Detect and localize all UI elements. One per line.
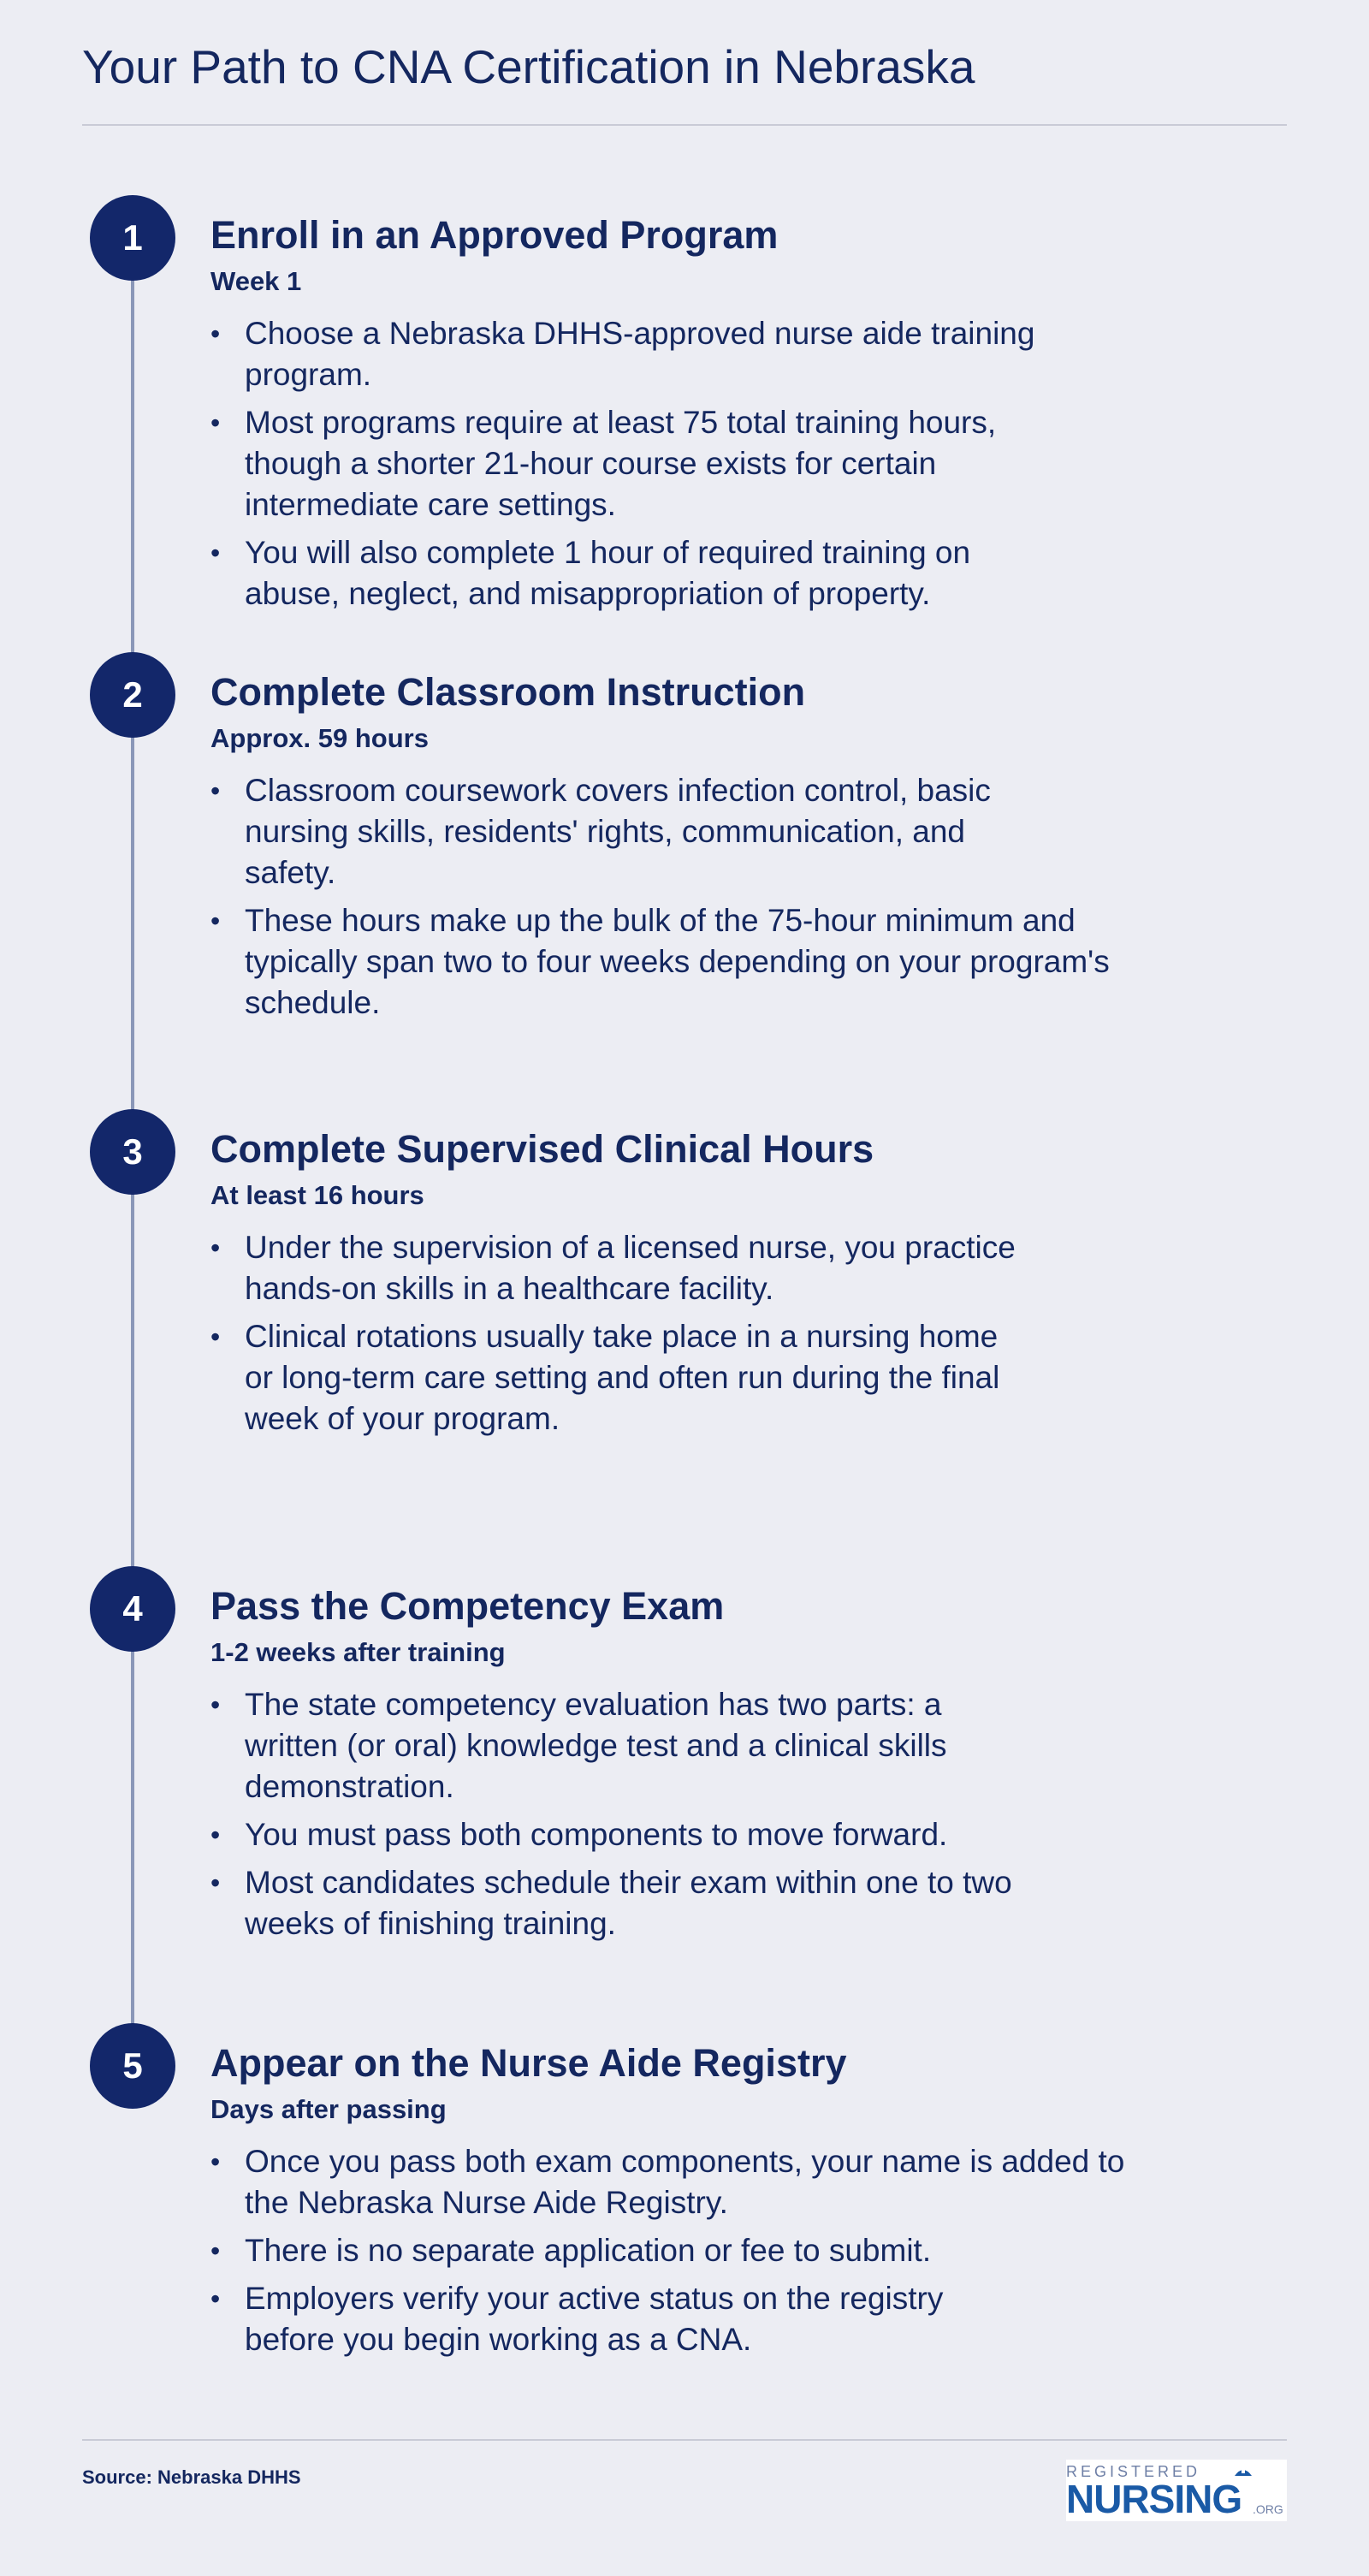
step-bullet-list (210, 1684, 1169, 1944)
bullet-item: • You will also complete 1 hour of required training on abuse, neglect, and misappropriation of property. (210, 532, 998, 614)
step-timeframe: At least 16 hours (210, 1180, 424, 1210)
step-number-badge: 4 (90, 1566, 175, 1652)
step-content (210, 1126, 1169, 1446)
step-content (210, 669, 1169, 1030)
bullet-item: • Classroom coursework covers infection control, basic nursing skills, residents' rights, communication, and safety. (210, 770, 1015, 893)
bullet-item: • These hours make up the bulk of the 75-hour minimum and typically span two to four weeks depending on your program's schedule. (210, 900, 1135, 1024)
step-title: Enroll in an Approved Program (210, 213, 779, 257)
step-timeframe: Week 1 (210, 266, 302, 296)
bullet-item: • Once you pass both exam components, your name is added to the Nebraska Nurse Aide Registry. (210, 2141, 1152, 2223)
bullet-item: • You must pass both components to move forward. (210, 1814, 1100, 1855)
bullet-item: • Most programs require at least 75 total training hours, though a shorter 21-hour course exists for certain intermediate care settings. (210, 402, 1032, 525)
step-number-badge: 1 (90, 195, 175, 281)
step-content (210, 212, 1169, 621)
step-content (210, 1583, 1169, 1951)
step-bullet-list (210, 2141, 1169, 2360)
step-title: Appear on the Nurse Aide Registry (210, 2041, 847, 2085)
nurse-cap-icon (1234, 2466, 1253, 2477)
logo-top-text: REGISTERED (1066, 2463, 1201, 2480)
logo-suffix-text: .ORG (1253, 2502, 1283, 2516)
step-number-badge: 3 (90, 1109, 175, 1195)
step-bullet-list (210, 313, 1169, 614)
bullet-item: • Clinical rotations usually take place in a nursing home or long-term care setting and often run during the final week of your program. (210, 1316, 1015, 1439)
registered-nursing-logo[interactable] (1066, 2460, 1287, 2521)
bullet-item: • The state competency evaluation has two parts: a written (or oral) knowledge test and a clinical skills demonstration. (210, 1684, 1015, 1807)
step-timeframe: Approx. 59 hours (210, 723, 429, 753)
source-note: Source: Nebraska DHHS (82, 2466, 301, 2488)
step-number-badge: 5 (90, 2023, 175, 2109)
step-title: Pass the Competency Exam (210, 1584, 725, 1628)
step-title: Complete Supervised Clinical Hours (210, 1127, 874, 1171)
step-timeframe: 1-2 weeks after training (210, 1637, 506, 1667)
step-content (210, 2040, 1169, 2367)
header-divider (82, 124, 1287, 126)
bullet-item: • Choose a Nebraska DHHS-approved nurse aide training program. (210, 313, 1100, 395)
logo-main-text: NURSING (1066, 2477, 1242, 2521)
bullet-item: • There is no separate application or fee to submit. (210, 2230, 1100, 2271)
step-bullet-list (210, 770, 1169, 1024)
bullet-item: • Most candidates schedule their exam within one to two weeks of finishing training. (210, 1862, 1066, 1944)
bullet-item: • Under the supervision of a licensed nurse, you practice hands-on skills in a healthcare facility. (210, 1227, 1066, 1309)
footer-divider (82, 2439, 1287, 2441)
step-timeframe: Days after passing (210, 2094, 447, 2124)
bullet-item: • Employers verify your active status on the registry before you begin working as a CNA. (210, 2278, 1015, 2360)
step-title: Complete Classroom Instruction (210, 670, 806, 714)
step-bullet-list (210, 1227, 1169, 1439)
page-title: Your Path to CNA Certification in Nebraska (82, 40, 975, 93)
step-number-badge: 2 (90, 652, 175, 738)
